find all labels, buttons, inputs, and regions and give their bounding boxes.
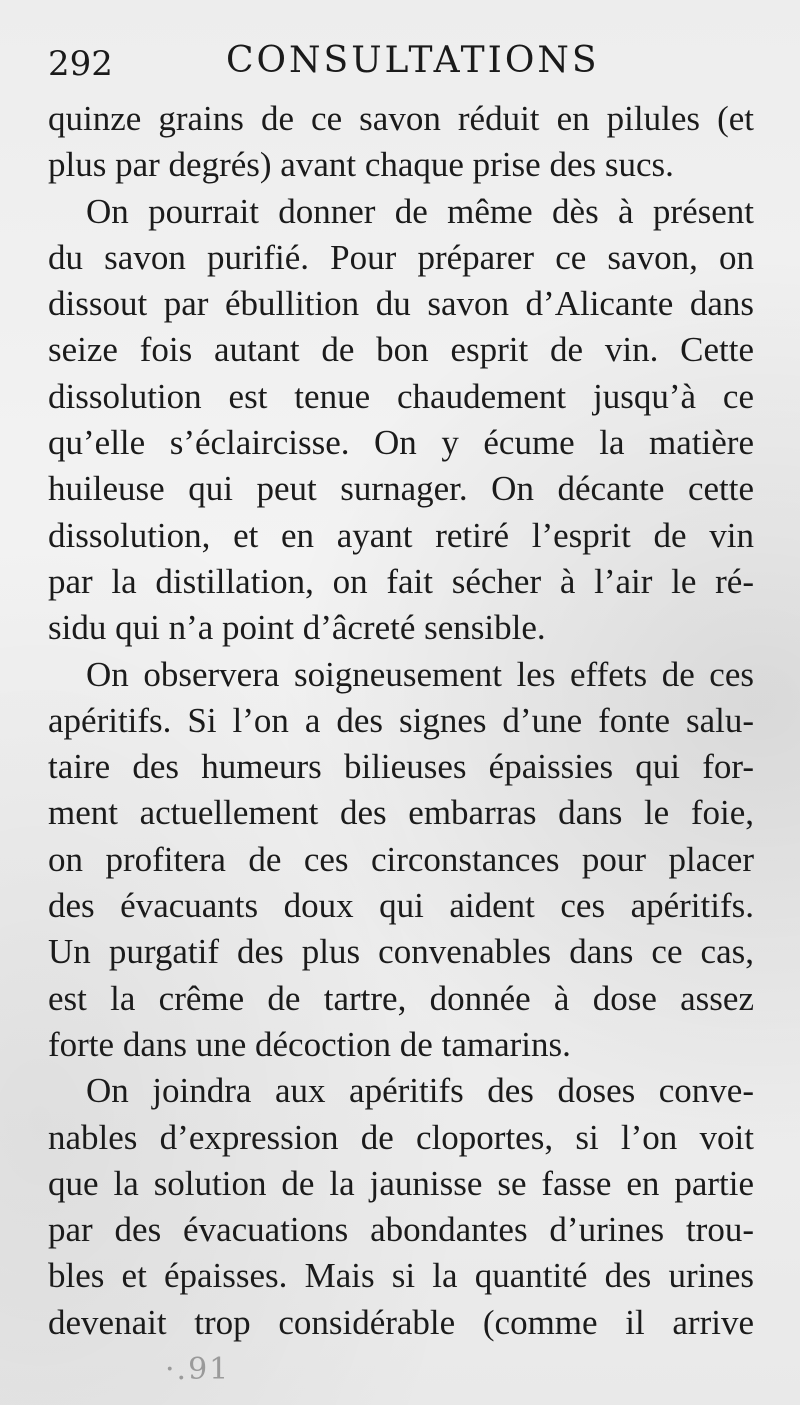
text-line: qu’elle s’éclaircisse. On y écume la matière: [48, 423, 754, 463]
text-line: plus par degrés) avant chaque prise des sucs.: [48, 145, 674, 185]
text-line: On pourrait donner de même dès à présent: [86, 191, 754, 231]
text-line: bles et épaisses. Mais si la quantité des urines: [48, 1256, 754, 1296]
page-number: 292: [48, 44, 113, 84]
page-header: [48, 38, 748, 86]
text-line: taire des humeurs bilieuses épaissies qui for-: [48, 747, 754, 787]
text-line: dissout par ébullition du savon d’Alicante dans: [48, 284, 754, 324]
text-line: quinze grains de ce savon réduit en pilules (et: [48, 99, 754, 138]
text-line: du savon purifié. Pour préparer ce savon, on: [48, 237, 754, 277]
text-line: devenait trop considérable (comme il arrive: [48, 1302, 754, 1342]
text-line: sidu qui n’a point d’âcreté sensible.: [48, 608, 546, 648]
text-line: dissolution est tenue chaudement jusqu’à ce: [48, 376, 754, 416]
text-line: dissolution, et en ayant retiré l’esprit de vin: [48, 515, 754, 555]
text-line: Un purgatif des plus convenables dans ce cas,: [48, 932, 754, 972]
text-line: seize fois autant de bon esprit de vin. Cette: [48, 330, 754, 370]
text-line: nables d’expression de cloportes, si l’on voit: [48, 1117, 754, 1157]
text-line: par la distillation, on fait sécher à l’air le ré-: [48, 561, 754, 601]
text-line: apéritifs. Si l’on a des signes d’une fonte salu-: [48, 700, 754, 740]
bleed-through-mark: ·.91: [165, 1352, 231, 1387]
text-line: est la crême de tartre, donnée à dose assez: [48, 978, 754, 1018]
text-line: On observera soigneusement les effets de ces: [86, 654, 754, 694]
text-line: que la solution de la jaunisse se fasse en partie: [48, 1163, 754, 1203]
text-line: on profitera de ces circonstances pour placer: [48, 839, 754, 879]
text-line: huileuse qui peut surnager. On décante cette: [48, 469, 754, 509]
text-line: par des évacuations abondantes d’urines trou-: [48, 1210, 754, 1250]
text-line: des évacuants doux qui aident ces apéritifs.: [48, 886, 754, 926]
text-line: ment actuellement des embarras dans le foie,: [48, 793, 754, 833]
body-text: [48, 96, 754, 1346]
running-head: CONSULTATIONS: [226, 40, 600, 81]
text-line: forte dans une décoction de tamarins.: [48, 1024, 571, 1064]
text-line: On joindra aux apéritifs des doses conve-: [86, 1071, 754, 1111]
